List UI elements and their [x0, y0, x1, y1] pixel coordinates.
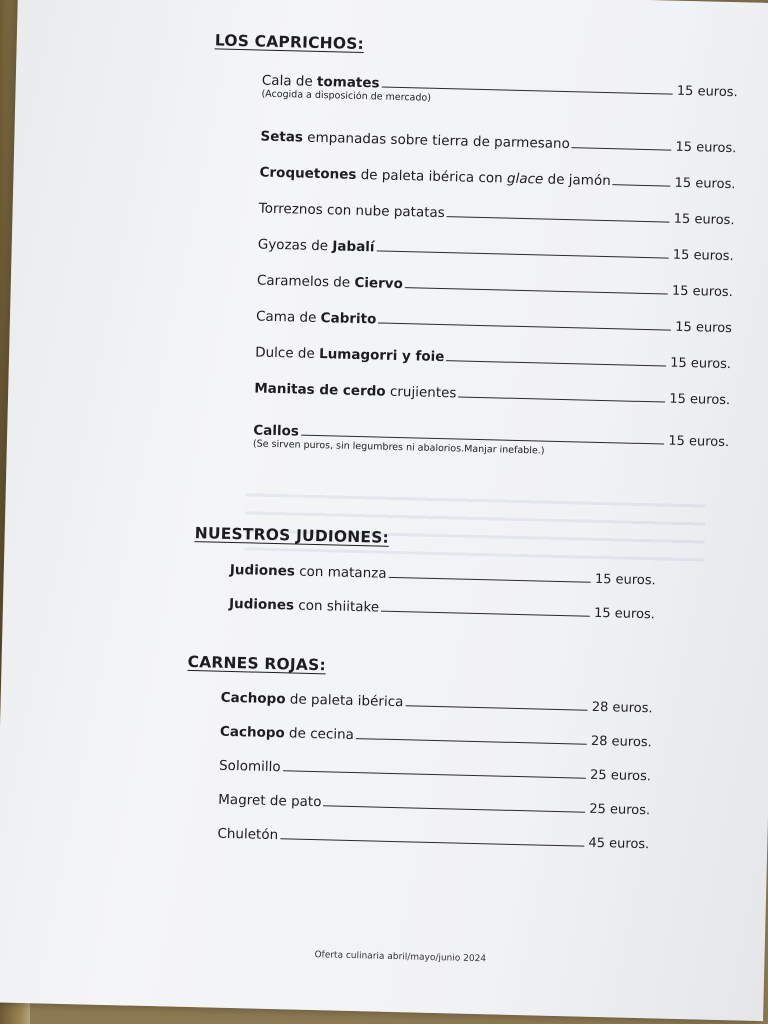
- dish-name: [217, 826, 278, 843]
- dish-name-part: Judiones: [229, 561, 296, 580]
- dish-name-part: Judiones: [228, 595, 295, 614]
- dish-name-part: Cala de: [261, 72, 318, 90]
- dish-name-part: Croquetones: [259, 164, 357, 183]
- dish-name: [260, 129, 570, 153]
- dish-price: 15 euros.: [671, 283, 733, 301]
- section-title-judiones: NUESTROS JUDIONES:: [194, 524, 390, 547]
- dish-name-part: Jabalí: [332, 238, 375, 256]
- dish-name-part: Solomillo: [218, 757, 281, 776]
- dot-leader: [282, 770, 586, 778]
- dot-leader: [356, 738, 587, 745]
- dish-name: [230, 562, 387, 582]
- dish-price: 15 euros.: [669, 391, 731, 409]
- dish-name-part: Cabrito: [320, 310, 377, 328]
- dish-name: [257, 273, 403, 293]
- dish-name-part: de cecina: [284, 725, 355, 744]
- dot-leader: [378, 322, 671, 330]
- section-title-caprichos: LOS CAPRICHOS:: [214, 31, 365, 54]
- dish-name-part: Setas: [260, 128, 304, 146]
- dish-price: 45 euros.: [588, 835, 650, 853]
- menu-item: [261, 73, 738, 125]
- dish-name-part: Cama de: [255, 308, 321, 327]
- dish-name-part: Gyozas de: [257, 236, 333, 255]
- dish-name-part: Chuletón: [217, 825, 279, 844]
- dish-price: 28 euros.: [591, 699, 653, 717]
- dot-leader: [458, 396, 665, 402]
- dish-name-part: con matanza: [294, 563, 387, 582]
- dot-leader: [376, 250, 668, 258]
- dish-price: 15 euros.: [668, 433, 730, 451]
- menu-footer: Oferta culinaria abril/mayo/junio 2024: [314, 950, 487, 965]
- dish-name-part: Caramelos de: [256, 272, 355, 291]
- dish-name: [253, 422, 299, 439]
- dish-price: 15 euros.: [675, 139, 737, 157]
- dish-name: [255, 344, 445, 365]
- dish-name-part: Magret de pato: [218, 791, 322, 811]
- dish-name: [220, 724, 354, 743]
- dot-leader: [613, 184, 671, 186]
- show-through-text: [244, 480, 706, 561]
- dish-price: 15 euros.: [670, 355, 732, 373]
- section-title-carnes: CARNES ROJAS:: [187, 652, 327, 675]
- dish-name: [256, 309, 377, 328]
- dish-price: 15 euros.: [593, 605, 656, 623]
- dish-name-part: Cachopo: [220, 689, 286, 708]
- dot-leader: [388, 577, 590, 583]
- dish-name: [218, 792, 322, 811]
- dish-name: [258, 237, 375, 256]
- dot-leader: [323, 805, 585, 812]
- dish-name-part: de paleta ibérica con: [356, 166, 508, 187]
- dish-name-part: tomates: [316, 73, 380, 92]
- dish-price: 25 euros.: [589, 801, 651, 819]
- dish-name: [221, 690, 404, 710]
- dish-price: 15 euros.: [594, 571, 656, 589]
- dish-name-part: Cachopo: [219, 723, 285, 742]
- dish-name-part: Ciervo: [354, 274, 404, 293]
- dot-leader: [381, 611, 590, 617]
- dot-leader: [405, 287, 668, 294]
- dish-name: [229, 596, 379, 616]
- dish-name-part: glace: [506, 170, 544, 188]
- dish-name: [259, 201, 445, 222]
- dish-name-part: Callos: [253, 422, 300, 440]
- dish-price: 15 euros: [675, 319, 733, 337]
- dot-leader: [447, 216, 670, 222]
- dot-leader: [280, 838, 584, 846]
- dish-note: (Se sirven puros, sin legumbres ni abalorios.Manjar inefable.): [252, 438, 545, 457]
- dot-leader: [572, 147, 672, 150]
- dish-price: 25 euros.: [589, 767, 652, 785]
- dish-name-part: Manitas de cerdo: [254, 380, 386, 400]
- dish-name-part: empanadas sobre tierra de parmesano: [302, 129, 571, 153]
- dish-name-part: Dulce de: [255, 344, 320, 363]
- dish-name-part: Torreznos con nube patatas: [258, 200, 445, 222]
- dish-name-part: crujientes: [385, 383, 457, 402]
- dish-name-part: con shiitake: [293, 597, 380, 616]
- dish-name: [219, 758, 281, 775]
- dot-leader: [446, 360, 666, 366]
- dish-price: 15 euros.: [676, 83, 738, 101]
- dish-name-part: de paleta ibérica: [285, 691, 404, 711]
- dish-name-part: Lumagorri y foie: [318, 346, 445, 366]
- dot-leader: [405, 705, 587, 710]
- dish-price: 28 euros.: [590, 733, 652, 751]
- dish-price: 15 euros.: [674, 175, 736, 193]
- dish-price: 15 euros.: [672, 247, 734, 265]
- dish-note: (Acogida a disposición de mercado): [261, 88, 432, 104]
- dish-name-part: de jamón: [543, 171, 611, 190]
- dish-price: 15 euros.: [673, 211, 735, 229]
